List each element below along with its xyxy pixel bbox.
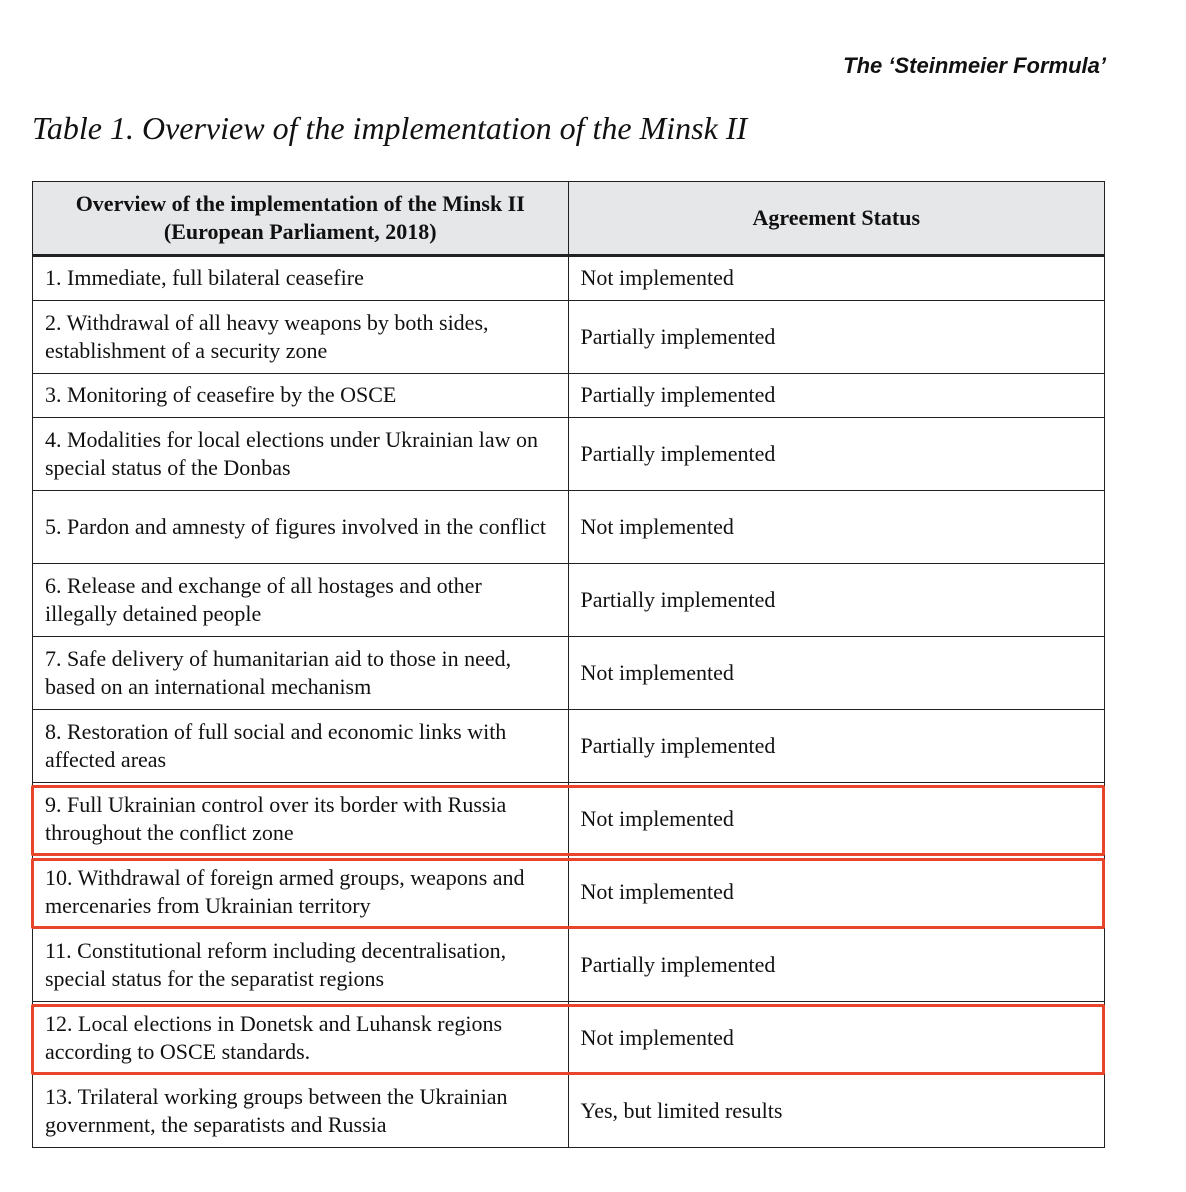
status-cell: Not implemented (568, 783, 1104, 856)
status-cell: Partially implemented (568, 418, 1104, 491)
measure-cell: 5. Pardon and amnesty of figures involved in the conflict (33, 491, 569, 564)
measure-cell: 13. Trilateral working groups between the Ukrainian government, the separatists and Russia (33, 1075, 569, 1148)
measure-cell: 3. Monitoring of ceasefire by the OSCE (33, 374, 569, 418)
status-cell: Partially implemented (568, 374, 1104, 418)
status-cell: Not implemented (568, 256, 1104, 301)
status-cell: Partially implemented (568, 710, 1104, 783)
table-row (33, 783, 1105, 856)
running-header: The ‘Steinmeier Formula’ (843, 53, 1106, 78)
measure-cell: 8. Restoration of full social and economic links with affected areas (33, 710, 569, 783)
table-row (33, 301, 1105, 374)
table-row (33, 856, 1105, 929)
status-cell: Not implemented (568, 856, 1104, 929)
table-row (33, 1002, 1105, 1075)
measure-cell: 10. Withdrawal of foreign armed groups, weapons and mercenaries from Ukrainian territory (33, 856, 569, 929)
table-row (33, 929, 1105, 1002)
table-row (33, 1075, 1105, 1148)
measure-cell: 7. Safe delivery of humanitarian aid to those in need, based on an international mechanism (33, 637, 569, 710)
table-row (33, 637, 1105, 710)
measure-cell: 11. Constitutional reform including decentralisation, special status for the separatist regions (33, 929, 569, 1002)
status-cell: Partially implemented (568, 301, 1104, 374)
measure-cell: 1. Immediate, full bilateral ceasefire (33, 256, 569, 301)
measure-cell: 12. Local elections in Donetsk and Luhansk regions according to OSCE standards. (33, 1002, 569, 1075)
table-row (33, 491, 1105, 564)
status-cell: Partially implemented (568, 564, 1104, 637)
table-row (33, 256, 1105, 301)
measure-cell: 4. Modalities for local elections under Ukrainian law on special status of the Donbas (33, 418, 569, 491)
table-row (33, 374, 1105, 418)
column-header-status: Agreement Status (568, 182, 1104, 256)
status-cell: Partially implemented (568, 929, 1104, 1002)
status-cell: Yes, but limited results (568, 1075, 1104, 1148)
measure-cell: 6. Release and exchange of all hostages and other illegally detained people (33, 564, 569, 637)
column-header-measure: Overview of the implementation of the Minsk II (European Parliament, 2018) (33, 182, 569, 256)
table-row (33, 710, 1105, 783)
status-cell: Not implemented (568, 491, 1104, 564)
status-cell: Not implemented (568, 637, 1104, 710)
measure-cell: 2. Withdrawal of all heavy weapons by both sides, establishment of a security zone (33, 301, 569, 374)
table-header-row (33, 182, 1105, 256)
status-cell: Not implemented (568, 1002, 1104, 1075)
implementation-table (32, 181, 1105, 1148)
measure-cell: 9. Full Ukrainian control over its border with Russia throughout the conflict zone (33, 783, 569, 856)
table-caption: Table 1. Overview of the implementation of the Minsk II (32, 110, 748, 146)
table-row (33, 418, 1105, 491)
table-row (33, 564, 1105, 637)
